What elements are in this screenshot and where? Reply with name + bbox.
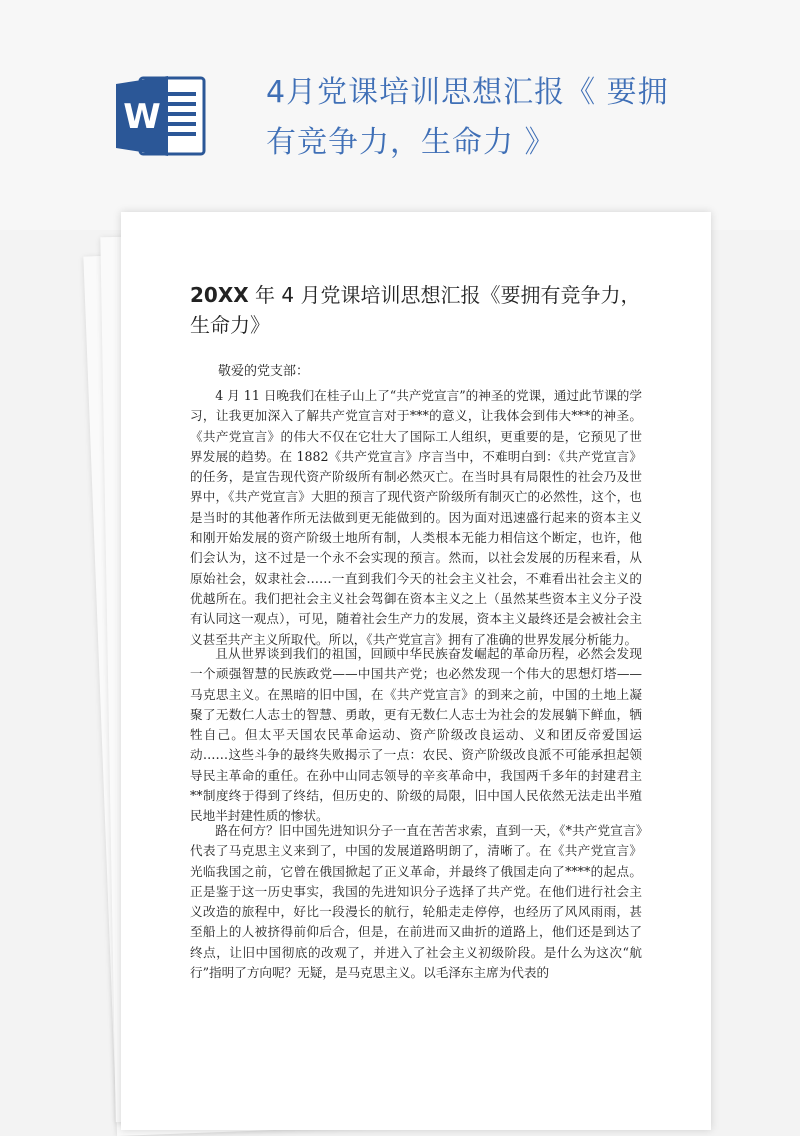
body-paragraph-2: 且从世界谈到我们的祖国，回顾中华民族奋发崛起的革命历程，必然会发现一个顽强智慧的民族政党——中国共产党；也必然发现一个伟大的思想灯塔——马克思主义。在黑暗的旧中国，在《共产党宣言》的到来之前，中国的土地上凝聚了无数仁人志士的智慧、勇敢，更有无数仁人志士为社会的发展躺下鲜血，牺牲自己。但太平天国农民革命运动、资产阶级改良运动、义和团反帝爱国运动……这些斗争的最终失败揭示了一点：农民、资产阶级改良派不可能承担起领导民主革命的重任。在孙中山同志领导的辛亥革命中，我国两千多年的封建君主**制度终于得到了终结，但历史的、阶级的局限，旧中国人民依然无法走出半殖民地半封建性质的惨状。 (190, 646, 642, 824)
document-page (121, 212, 711, 1130)
document-title-text: 年 4 月党课培训思想汇报《要拥有竞争力，生命力》 (190, 283, 641, 337)
body-paragraph-1: 4 月 11 日晚我们在桂子山上了“共产党宣言”的神圣的党课，通过此节课的学习，让我更加深入了解共产党宣言对于***的意义，让我体会到伟大***的神圣。 《共产党宣言》的伟大不仅在它壮大了国际工人组织，更重要的是，它预见了世界发展的趋势。在 1882《共产党宣言》序言当中，不难明白到：《共产党宣言》的任务，是宣告现代资产阶级所有制必然灭亡。在当时具有局限性的社会乃及世界中，《共产党宣言》大胆的预言了现代资产阶级所有制灭亡的必然性，这个，也是当时的其他著作所无法做到更无能做到的。因为面对迅速盛行起来的资本主义和刚开始发展的资产阶级土地所有制，人类根本无能力相信这个断定，也许，他们会认为，这不过是一个永不会实现的预言。然而，以社会发展的历程来看，从原始社会，奴隶社会……一直到我们今天的社会主义社会，不难看出社会主义的优越所在。我们把社会主义社会驾御在资本主义之上（虽然某些资本主义分子没有认同这一观点），可见，随着社会生产力的发展，资本主义最终还是会被社会主义甚至共产主义所取代。所以，《共产党宣言》拥有了准确的世界发展分析能力。 (190, 388, 642, 647)
header-bar (0, 0, 800, 230)
body-paragraph-3: 路在何方？旧中国先进知识分子一直在苦苦求索，直到一天，《*共产党宣言》代表了马克思主义来到了，中国的发展道路明朗了，清晰了。在《共产党宣言》光临我国之前，它曾在俄国掀起了正义革命，并最终了俄国走向了****的起点。正是鉴于这一历史事实，我国的先进知识分子选择了共产党。在他们进行社会主义改造的旅程中，好比一段漫长的航行，轮船走走停停，也经历了风风雨雨，甚至船上的人被挤得前仰后合，但是，在前进而又曲折的道路上，他们还是到达了终点，让旧中国彻底的改观了，并进入了社会主义初级阶段。是什么为这次“航行”指明了方向呢？无疑，是马克思主义。以毛泽东主席为代表的 (190, 823, 642, 981)
document-title-year: 20XX (190, 283, 249, 307)
document-title (190, 280, 650, 340)
svg-text:W: W (123, 97, 161, 137)
salutation: 敬爱的党支部： (218, 364, 310, 379)
page-header-title: 4月党课培训思想汇报《 要拥有竞争力，生命力 》 (266, 75, 669, 160)
word-icon (112, 68, 208, 164)
